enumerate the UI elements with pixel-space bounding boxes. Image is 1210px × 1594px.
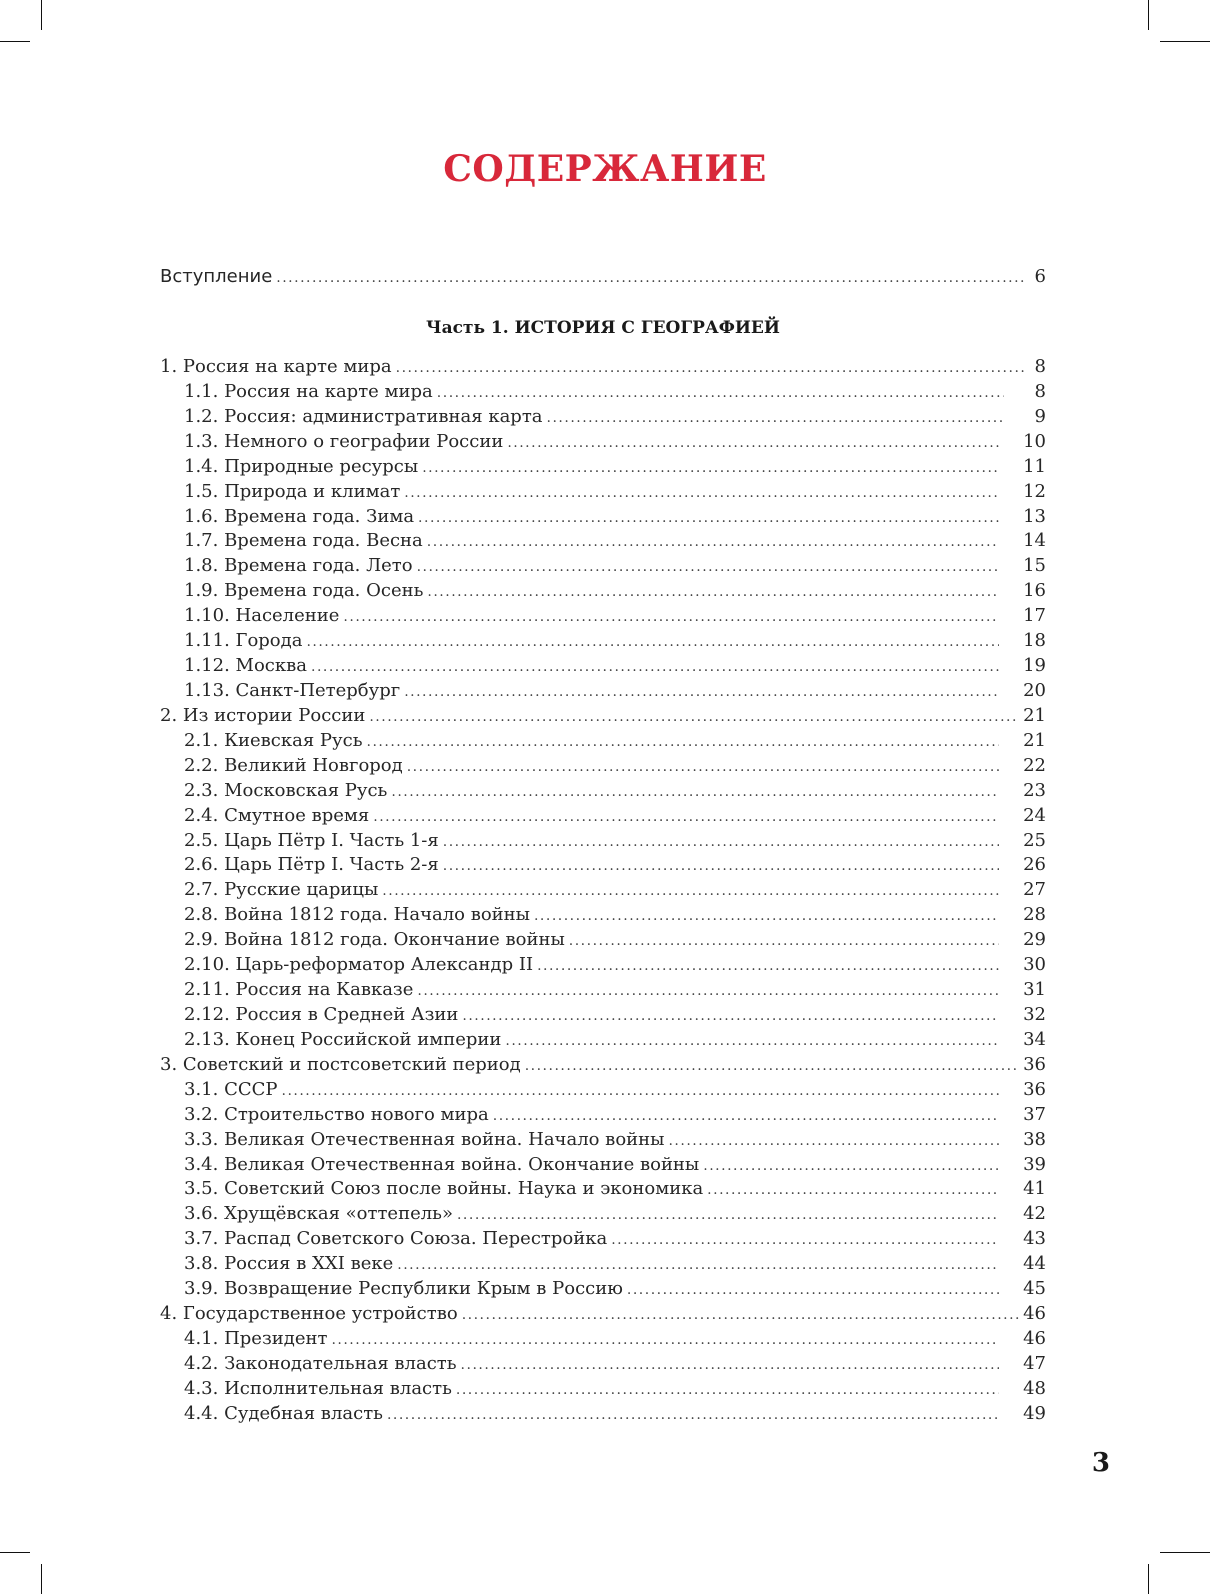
toc-entry-page: 45 [1023, 1278, 1046, 1300]
toc-entry-label: 3.8. Россия в XXI веке [184, 1253, 394, 1275]
toc-entry-label: 1. Россия на карте мира [160, 356, 392, 377]
dot-leader [396, 356, 1024, 381]
toc-entry-page: 49 [1023, 1402, 1046, 1424]
toc-entry[interactable] [160, 903, 1046, 928]
dot-leader [422, 456, 999, 481]
toc-entry-page: 47 [1023, 1352, 1046, 1374]
dot-leader [306, 630, 999, 655]
dot-leader [461, 1353, 1000, 1378]
toc-entry-page: 43 [1023, 1228, 1046, 1250]
dot-leader [404, 481, 999, 506]
dot-leader [456, 1378, 999, 1403]
toc-entry-label: 1.1. Россия на карте мира [184, 380, 433, 402]
toc-entry-page: 39 [1023, 1153, 1046, 1175]
toc-entry-page: 11 [1023, 455, 1046, 477]
page-title: СОДЕРЖАНИЕ [443, 148, 767, 190]
toc-entry-label: 1.2. Россия: административная карта [184, 405, 543, 427]
toc-entry-page: 34 [1023, 1028, 1046, 1050]
toc-entry[interactable] [160, 729, 1046, 754]
toc-entry[interactable] [160, 654, 1046, 679]
toc-entry-label: 1.3. Немного о географии России [184, 430, 504, 452]
toc-entry[interactable] [160, 380, 1046, 405]
toc-entry-page: 8 [1034, 356, 1046, 377]
crop-mark [1160, 41, 1210, 42]
toc-entry-label: 1.7. Времена года. Весна [184, 530, 423, 552]
toc-entry[interactable] [160, 1128, 1046, 1153]
toc-entry-label: 2.1. Киевская Русь [184, 729, 363, 751]
toc-entry-label: 2.10. Царь-реформатор Александр II [184, 954, 534, 976]
toc-entry-label: 4.1. Президент [184, 1327, 328, 1349]
toc-entry-page: 18 [1023, 630, 1046, 652]
toc-entry-label: 2.5. Царь Пётр I. Часть 1-я [184, 829, 439, 851]
toc-entry-label: 2.3. Московская Русь [184, 779, 388, 801]
toc-entry[interactable] [160, 853, 1046, 878]
toc-entry-page: 29 [1023, 929, 1046, 951]
dot-leader [505, 1029, 999, 1054]
crop-mark [0, 1552, 30, 1553]
crop-mark [41, 1564, 42, 1594]
toc-entry[interactable] [160, 1302, 1046, 1327]
toc-entry[interactable] [160, 1103, 1046, 1128]
dot-leader [703, 1154, 999, 1179]
toc-entry[interactable] [160, 679, 1046, 704]
toc-entry[interactable] [160, 1227, 1046, 1252]
toc-entry[interactable] [160, 629, 1046, 654]
part-heading: Часть 1. ИСТОРИЯ С ГЕОГРАФИЕЙ [426, 318, 780, 338]
toc-entry-page: 13 [1023, 505, 1046, 527]
dot-leader [397, 1253, 999, 1278]
dot-leader [443, 830, 999, 855]
toc-entry-label: 3.3. Великая Отечественная война. Начало войны [184, 1128, 665, 1150]
toc-entry[interactable] [160, 505, 1046, 530]
toc-entry-page: 6 [1034, 266, 1046, 287]
toc-entry-label: 1.6. Времена года. Зима [184, 505, 415, 527]
toc-entry-label: 4. Государственное устройство [160, 1303, 458, 1325]
dot-leader [407, 755, 999, 780]
toc-entry-label: 1.5. Природа и климат [184, 480, 401, 502]
toc-entry-page: 48 [1023, 1377, 1046, 1399]
toc-entry-label: 3.2. Строительство нового мира [184, 1103, 489, 1125]
toc-entry-label: 4.2. Законодательная власть [184, 1352, 457, 1374]
toc-entry-page: 27 [1023, 879, 1046, 901]
toc-entry[interactable] [160, 430, 1046, 455]
dot-leader [547, 406, 1004, 431]
toc-entry[interactable] [160, 480, 1046, 505]
toc-entry-page: 14 [1023, 530, 1046, 552]
toc-entry-label: Вступление [160, 266, 273, 287]
toc-entry[interactable] [160, 779, 1046, 804]
toc-entry-label: 2. Из истории России [160, 704, 366, 726]
toc-entry[interactable] [160, 455, 1046, 480]
toc-entry-page: 16 [1023, 580, 1046, 602]
dot-leader [627, 1278, 999, 1303]
dot-leader [462, 1004, 999, 1029]
toc-entry-label: 2.13. Конец Российской империи [184, 1028, 502, 1050]
toc-entry-label: 3.9. Возвращение Республики Крым в Россию [184, 1278, 623, 1300]
toc-entry-page: 46 [1023, 1327, 1046, 1349]
toc-entry-label: 3.7. Распад Советского Союза. Перестройка [184, 1228, 608, 1250]
dot-leader [387, 1403, 999, 1428]
dot-leader [437, 381, 1004, 406]
toc-entry-page: 8 [1034, 380, 1046, 402]
toc-entry-label: 1.12. Москва [184, 655, 307, 677]
toc-entry[interactable] [160, 878, 1046, 903]
toc-entry-page: 36 [1023, 1078, 1046, 1100]
crop-mark [1148, 1564, 1149, 1594]
toc-entry-page: 17 [1023, 605, 1046, 627]
dot-leader [525, 1054, 1019, 1079]
dot-leader [611, 1228, 999, 1253]
toc-entry-label: 1.8. Времена года. Лето [184, 555, 413, 577]
toc-entry-page: 20 [1023, 679, 1046, 701]
toc-entry-page: 25 [1023, 829, 1046, 851]
toc-entry-label: 3.6. Хрущёвская «оттепель» [184, 1203, 453, 1225]
toc-entry-label: 2.9. Война 1812 года. Окончание войны [184, 929, 565, 951]
dot-leader [462, 1303, 1019, 1328]
dot-leader [367, 730, 1000, 755]
toc-entry-label: 4.4. Судебная власть [184, 1402, 383, 1424]
dot-leader [417, 979, 999, 1004]
crop-mark [1160, 1552, 1210, 1553]
toc-entry[interactable] [160, 804, 1046, 829]
dot-leader [537, 954, 999, 979]
toc-entry-page: 32 [1023, 1003, 1046, 1025]
dot-leader [404, 680, 999, 705]
toc-entry[interactable] [160, 579, 1046, 604]
toc-entry[interactable] [160, 1352, 1046, 1377]
dot-leader [569, 929, 999, 954]
toc-entry[interactable] [160, 1053, 1046, 1078]
dot-leader [391, 780, 999, 805]
dot-leader [417, 555, 1000, 580]
toc-entry-page: 21 [1023, 729, 1046, 751]
toc-entry-label: 2.4. Смутное время [184, 804, 370, 826]
toc-entry-page: 41 [1023, 1178, 1046, 1200]
toc-entry-page: 9 [1034, 405, 1046, 427]
toc-entry-page: 28 [1023, 904, 1046, 926]
dot-leader [343, 605, 999, 630]
toc-entry-page: 37 [1023, 1103, 1046, 1125]
crop-mark [41, 0, 42, 30]
toc-entry-label: 1.11. Города [184, 630, 303, 652]
toc-entry[interactable] [160, 1028, 1046, 1053]
toc-entry-label: 3.5. Советский Союз после войны. Наука и экономика [184, 1178, 704, 1200]
dot-leader [369, 705, 1019, 730]
toc-entry-label: 1.9. Времена года. Осень [184, 580, 424, 602]
toc-entry[interactable] [160, 1202, 1046, 1227]
table-of-contents [160, 355, 1046, 1427]
toc-entry[interactable] [160, 405, 1046, 430]
toc-entry-label: 1.13. Санкт-Петербург [184, 679, 401, 701]
dot-leader [707, 1178, 999, 1203]
dot-leader [311, 655, 999, 680]
dot-leader [282, 1079, 1000, 1104]
toc-entry-label: 3.4. Великая Отечественная война. Окончание войны [184, 1153, 700, 1175]
toc-entry-page: 22 [1023, 754, 1046, 776]
toc-entry-label: 3.1. СССР [184, 1078, 278, 1100]
toc-entry-label: 2.2. Великий Новгород [184, 754, 403, 776]
toc-entry-page: 24 [1023, 804, 1046, 826]
toc-entry[interactable] [160, 928, 1046, 953]
dot-leader [418, 506, 999, 531]
dot-leader [276, 270, 1024, 286]
toc-entry-page: 21 [1023, 704, 1046, 726]
toc-entry-page: 26 [1023, 854, 1046, 876]
toc-entry-label: 3. Советский и постсоветский период [160, 1053, 521, 1075]
dot-leader [331, 1328, 999, 1353]
dot-leader [373, 805, 999, 830]
toc-entry-page: 36 [1023, 1053, 1046, 1075]
toc-entry-label: 2.7. Русские царицы [184, 879, 379, 901]
dot-leader [507, 431, 999, 456]
toc-entry-page: 10 [1023, 430, 1046, 452]
crop-mark [1148, 0, 1149, 30]
toc-entry[interactable] [160, 1327, 1046, 1352]
toc-entry-label: 1.4. Природные ресурсы [184, 455, 419, 477]
toc-entry-page: 44 [1023, 1253, 1046, 1275]
toc-entry[interactable] [160, 554, 1046, 579]
toc-entry[interactable] [160, 978, 1046, 1003]
toc-entry[interactable] [160, 529, 1046, 554]
page-number: 3 [1091, 1448, 1110, 1478]
dot-leader [534, 904, 999, 929]
toc-entry-intro[interactable] [160, 266, 1046, 287]
toc-entry-page: 30 [1023, 954, 1046, 976]
toc-entry-page: 38 [1023, 1128, 1046, 1150]
toc-entry[interactable] [160, 1177, 1046, 1202]
dot-leader [668, 1129, 999, 1154]
toc-entry[interactable] [160, 1078, 1046, 1103]
toc-entry[interactable] [160, 1153, 1046, 1178]
dot-leader [382, 879, 999, 904]
dot-leader [457, 1203, 999, 1228]
toc-entry[interactable] [160, 1377, 1046, 1402]
dot-leader [427, 580, 999, 605]
toc-entry-label: 2.6. Царь Пётр I. Часть 2-я [184, 854, 439, 876]
toc-entry-page: 46 [1023, 1303, 1046, 1325]
toc-entry[interactable] [160, 1277, 1046, 1302]
toc-entry[interactable] [160, 829, 1046, 854]
toc-entry-page: 42 [1023, 1203, 1046, 1225]
toc-entry[interactable] [160, 704, 1046, 729]
toc-entry[interactable] [160, 1402, 1046, 1427]
toc-entry[interactable] [160, 355, 1046, 380]
toc-entry-page: 23 [1023, 779, 1046, 801]
dot-leader [443, 854, 999, 879]
toc-entry-label: 2.12. Россия в Средней Азии [184, 1003, 459, 1025]
toc-entry-page: 19 [1023, 655, 1046, 677]
toc-entry-label: 2.8. Война 1812 года. Начало войны [184, 904, 530, 926]
toc-entry-label: 4.3. Исполнительная власть [184, 1377, 452, 1399]
toc-entry-label: 1.10. Население [184, 605, 340, 627]
toc-entry[interactable] [160, 1252, 1046, 1277]
toc-entry[interactable] [160, 754, 1046, 779]
toc-entry-page: 12 [1023, 480, 1046, 502]
dot-leader [493, 1104, 999, 1129]
dot-leader [427, 530, 999, 555]
toc-entry-page: 15 [1023, 555, 1046, 577]
toc-entry[interactable] [160, 953, 1046, 978]
toc-entry[interactable] [160, 1003, 1046, 1028]
toc-entry-label: 2.11. Россия на Кавказе [184, 979, 414, 1001]
toc-entry-page: 31 [1023, 979, 1046, 1001]
crop-mark [0, 41, 30, 42]
toc-entry[interactable] [160, 604, 1046, 629]
